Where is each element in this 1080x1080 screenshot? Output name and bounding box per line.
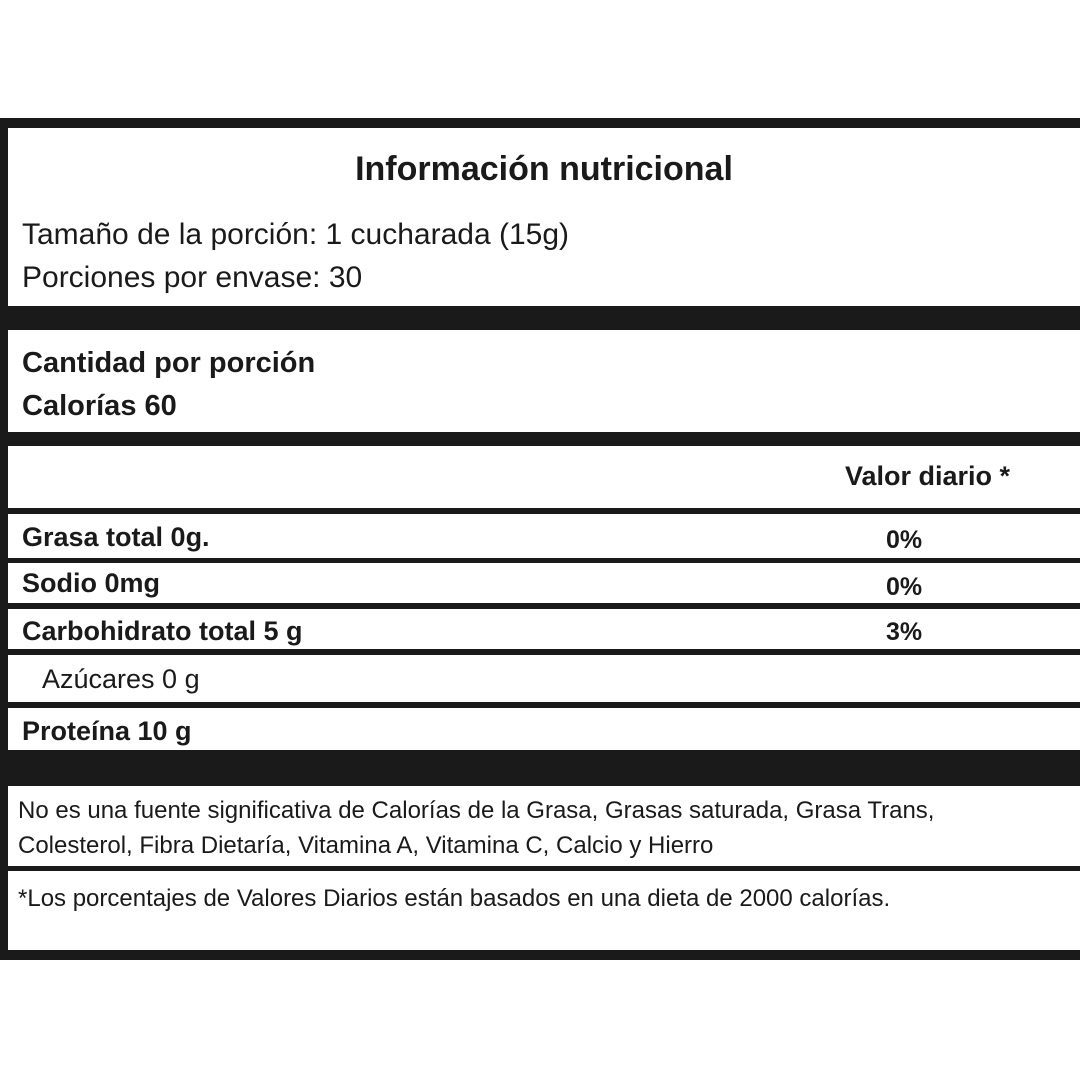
- nutrient-row: [8, 708, 1080, 750]
- nutrient-label: Proteína 10 g: [22, 716, 192, 746]
- nutrient-label: Azúcares 0 g: [42, 664, 200, 694]
- amount-section: [8, 330, 1080, 432]
- nutrient-daily-value: 3%: [886, 618, 923, 646]
- nutrient-daily-value: 0%: [886, 573, 923, 601]
- footnote-line-1: No es una fuente significativa de Calorías de la Grasa, Grasas saturada, Grasa Trans,: [18, 797, 935, 824]
- serving-size: Tamaño de la porción: 1 cucharada (15g): [22, 218, 570, 251]
- footnote-line-2: Colesterol, Fibra Dietaría, Vitamina A, Vitamina C, Calcio y Hierro: [18, 832, 714, 859]
- footnote-daily-values-text: *Los porcentajes de Valores Diarios están basados en una dieta de 2000 calorías.: [18, 885, 891, 912]
- nutrient-row: [8, 563, 1080, 603]
- nutrient-label: Grasa total 0g.: [22, 522, 210, 552]
- nutrient-label: Carbohidrato total 5 g: [22, 616, 303, 646]
- nutrient-row: [8, 655, 1080, 702]
- footnote-daily-values: [8, 871, 1080, 950]
- nutrient-daily-value: 0%: [886, 526, 923, 554]
- amount-per-serving: Cantidad por porción: [22, 347, 316, 379]
- daily-value-header-row: [8, 446, 1080, 508]
- nutrient-row: [8, 514, 1080, 558]
- nutrient-label: Sodio 0mg: [22, 568, 161, 598]
- nutrition-facts-panel: [0, 118, 1080, 960]
- footnote-not-significant: [8, 786, 1080, 866]
- nutrient-row: [8, 609, 1080, 649]
- servings-per-container: Porciones por envase: 30: [22, 261, 363, 294]
- daily-value-header: Valor diario *: [844, 461, 1010, 491]
- calories: Calorías 60: [22, 390, 177, 422]
- label-title: Información nutricional: [355, 150, 733, 188]
- label-header: [8, 128, 1080, 306]
